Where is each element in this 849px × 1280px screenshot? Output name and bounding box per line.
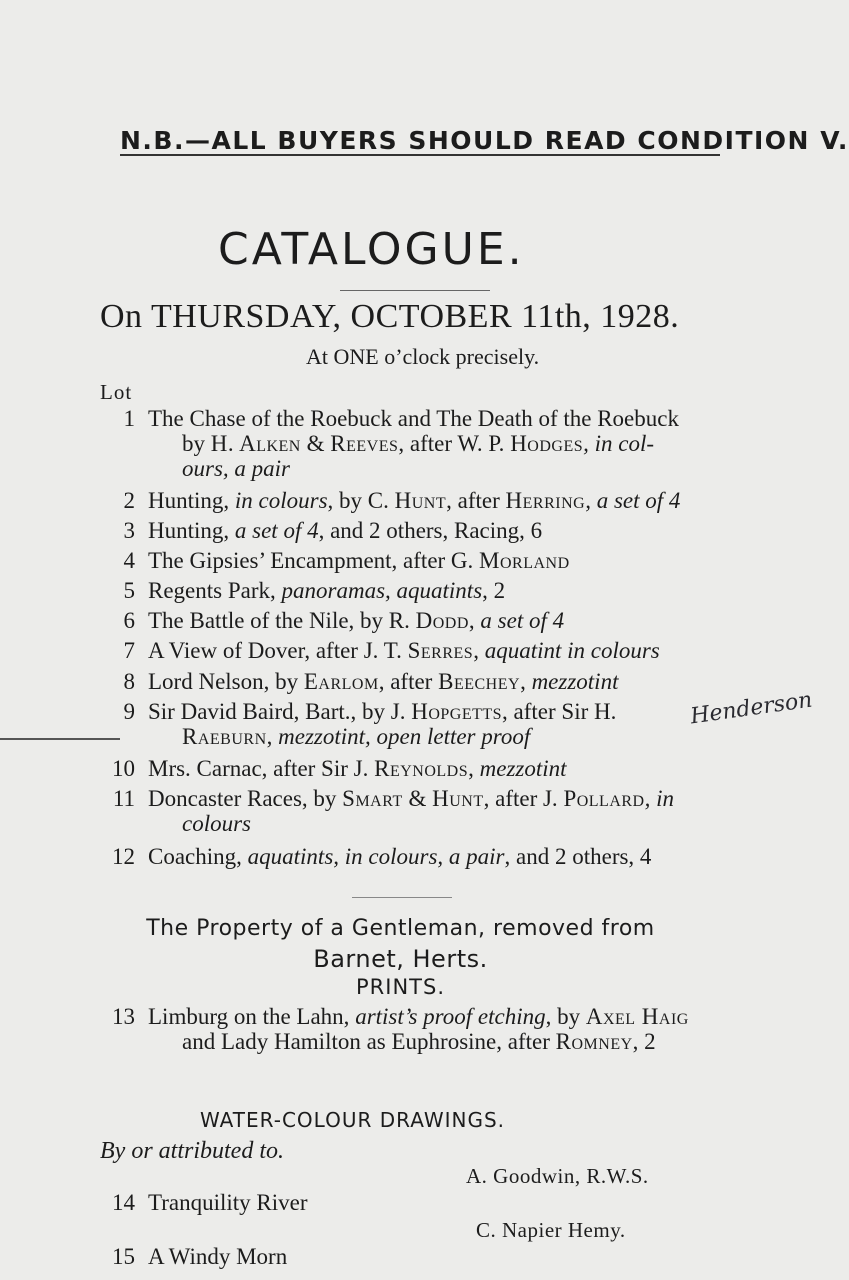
lot-description: Coaching, aquatints, in colours, a pair, and 2 others, 4	[148, 844, 652, 869]
artist-hemy: C. Napier Hemy.	[476, 1218, 626, 1242]
title-rule	[340, 290, 490, 291]
lot-description: Tranquility River	[148, 1190, 308, 1215]
property-heading: The Property of a Gentleman, removed from	[146, 916, 655, 941]
lot-description: Limburg on the Lahn, artist’s proof etching, by Axel Haig and Lady Hamilton as Euphrosine, after Romney, 2	[148, 1004, 689, 1054]
lot-description: Hunting, in colours, by C. Hunt, after Herring, a set of 4	[148, 488, 681, 513]
lot-number: 9	[123, 699, 135, 724]
lot-description: Sir David Baird, Bart., by J. Hopgetts, after Sir H. Raeburn, mezzotint, open letter proof	[148, 699, 617, 749]
prints-heading: PRINTS.	[356, 975, 445, 999]
lot-number: 11	[112, 786, 135, 811]
notice-rule	[120, 154, 720, 156]
lot-number: 8	[123, 669, 135, 694]
section-rule	[352, 897, 452, 898]
lot-description: Doncaster Races, by Smart & Hunt, after J. Pollard, in colours	[148, 786, 675, 836]
margin-mark	[0, 738, 120, 740]
catalogue-title: CATALOGUE.	[218, 224, 525, 275]
lot-description: The Gipsies’ Encampment, after G. Morland	[148, 548, 570, 573]
lot-number: 2	[123, 488, 135, 513]
artist-goodwin: A. Goodwin, R.W.S.	[466, 1164, 649, 1188]
lot-description: The Chase of the Roebuck and The Death of the Roebuck by H. Alken & Reeves, after W. P. Hodges, in col- ours, a pair	[148, 406, 679, 481]
watercolour-heading: WATER-COLOUR DRAWINGS.	[200, 1108, 505, 1132]
lot-number: 6	[123, 608, 135, 633]
lot-description: Lord Nelson, by Earlom, after Beechey, mezzotint	[148, 669, 619, 694]
sale-time: At ONE o’clock precisely.	[306, 344, 540, 369]
lot-description: A View of Dover, after J. T. Serres, aquatint in colours	[148, 638, 660, 663]
handwritten-annotation: Henderson	[688, 687, 814, 730]
lot-number: 13	[112, 1004, 135, 1029]
lot-number: 5	[123, 578, 135, 603]
lot-description: The Battle of the Nile, by R. Dodd, a set of 4	[148, 608, 565, 633]
buyers-notice: N.B.—ALL BUYERS SHOULD READ CONDITION V.	[120, 126, 849, 155]
lot-column-heading: Lot	[100, 380, 133, 404]
sale-date: On THURSDAY, OCTOBER 11th, 1928.	[100, 298, 680, 335]
attribution-note: By or attributed to.	[100, 1138, 284, 1164]
lot-number: 12	[112, 844, 135, 869]
lot-number: 15	[112, 1244, 135, 1269]
lot-number: 14	[112, 1190, 135, 1215]
lot-number: 10	[112, 756, 135, 781]
lot-number: 1	[123, 406, 135, 431]
lot-description: Regents Park, panoramas, aquatints, 2	[148, 578, 506, 603]
lot-number: 7	[123, 638, 135, 663]
lot-number: 4	[123, 548, 135, 573]
lot-number: 3	[123, 518, 135, 543]
property-location: Barnet, Herts.	[313, 945, 488, 973]
lot-description: Mrs. Carnac, after Sir J. Reynolds, mezzotint	[148, 756, 567, 781]
lot-description: A Windy Morn	[148, 1244, 288, 1269]
lot-description: Hunting, a set of 4, and 2 others, Racing, 6	[148, 518, 543, 543]
